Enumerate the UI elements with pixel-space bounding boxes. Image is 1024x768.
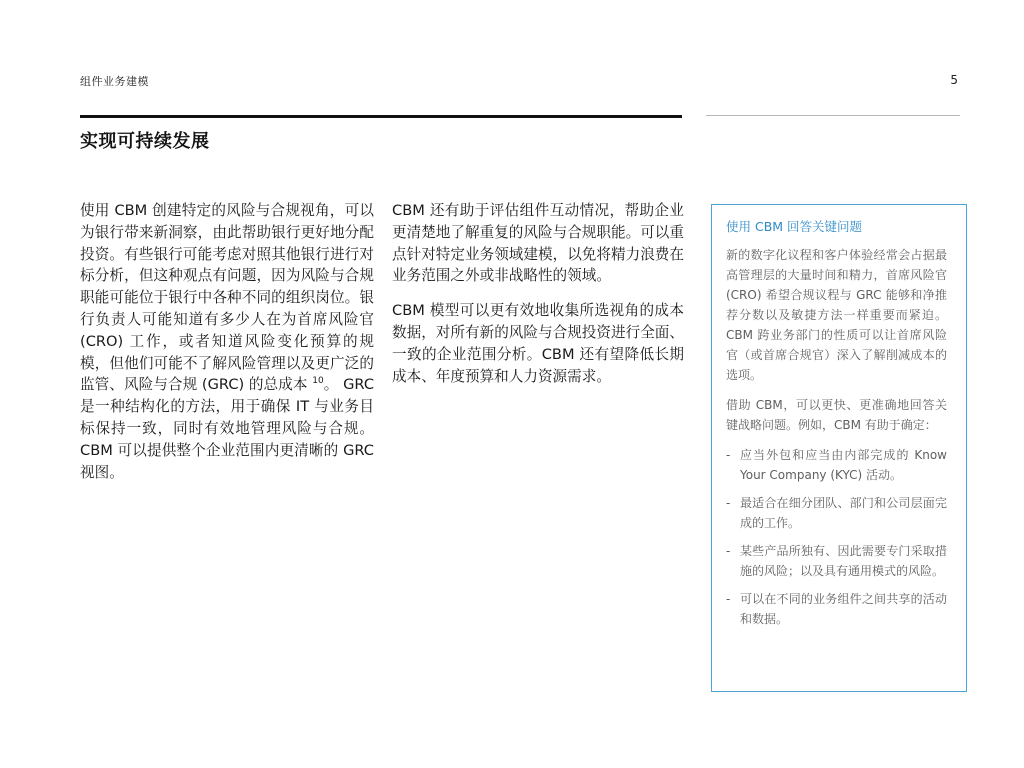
key-questions-sidebar — [711, 204, 967, 692]
section-title: 实现可持续发展 — [80, 131, 210, 152]
sidebar-bullet-item — [726, 541, 947, 581]
paragraph-text: 使用 CBM 创建特定的风险与合规视角，可以为银行带来新洞察，由此帮助银行更好地分配投资。有些银行可能考虑对照其他银行进行对标分析，但这种观点有问题，因为风险与合规职能可能位于银行中各种不同的组织岗位。银行负责人可能知道有多少人在为首席风险官 (CRO) 工作，或者知道风险变化预算的规模，但他们可能不了解风险管理以及更广泛的监管、风险与合规 (GRC) 的总成本 — [80, 202, 374, 394]
bullet-text: 最适合在细分团队、部门和公司层面完成的工作。 — [740, 496, 947, 530]
paragraph-text: 。 GRC 是一种结构化的方法，用于确保 IT 与业务目标保持一致，同时有效地管理风险与合规。CBM 可以提供整个企业范围内更清晰的 GRC 视图。 — [80, 376, 375, 481]
sidebar-paragraph: 新的数字化议程和客户体验经常会占据最高管理层的大量时间和精力，首席风险官 (CRO) 希望合规议程与 GRC 能够和净推荐分数以及敏捷方法一样重要而紧迫。CBM 跨业务部门的性质可以让首席风险官（或首席合规官）深入了解削减成本的选项。 — [726, 248, 947, 382]
running-header: 组件业务建模 — [80, 75, 149, 88]
bullet-text: 可以在不同的业务组件之间共享的活动和数据。 — [740, 592, 947, 626]
sidebar-title: 使用 CBM 回答关键问题 — [726, 219, 863, 234]
body-column-2 — [392, 200, 684, 400]
footnote-reference[interactable]: 10 — [312, 376, 324, 387]
sidebar-bullet-list — [726, 445, 947, 629]
body-column-1 — [80, 200, 374, 496]
bullet-text: 某些产品所独有、因此需要专门采取措施的风险；以及具有通用模式的风险。 — [740, 544, 947, 578]
section-rule — [80, 115, 682, 118]
body-paragraph: CBM 模型可以更有效地收集所选视角的成本数据，对所有新的风险与合规投资进行全面、一致的企业范围分析。CBM 还有望降低长期成本、年度预算和人力资源需求。 — [392, 302, 684, 385]
sidebar-bullet-item — [726, 445, 947, 485]
body-paragraph: CBM 还有助于评估组件互动情况，帮助企业更清楚地了解重复的风险与合规职能。可以重点针对特定业务领域建模，以免将精力浪费在业务范围之外或非战略性的领域。 — [392, 202, 684, 285]
dash-bullet-icon: - — [726, 544, 731, 558]
sidebar-bullet-item — [726, 589, 947, 629]
sidebar-paragraph: 借助 CBM，可以更快、更准确地回答关键战略问题。例如，CBM 有助于确定： — [726, 398, 947, 432]
dash-bullet-icon: - — [726, 496, 731, 510]
bullet-text: 应当外包和应当由内部完成的 Know Your Company (KYC) 活动。 — [740, 448, 947, 482]
dash-bullet-icon: - — [726, 448, 731, 462]
page-number: 5 — [950, 73, 958, 87]
sidebar-rule — [706, 115, 960, 116]
body-paragraph — [80, 200, 374, 483]
sidebar-bullet-item — [726, 493, 947, 533]
dash-bullet-icon: - — [726, 592, 731, 606]
